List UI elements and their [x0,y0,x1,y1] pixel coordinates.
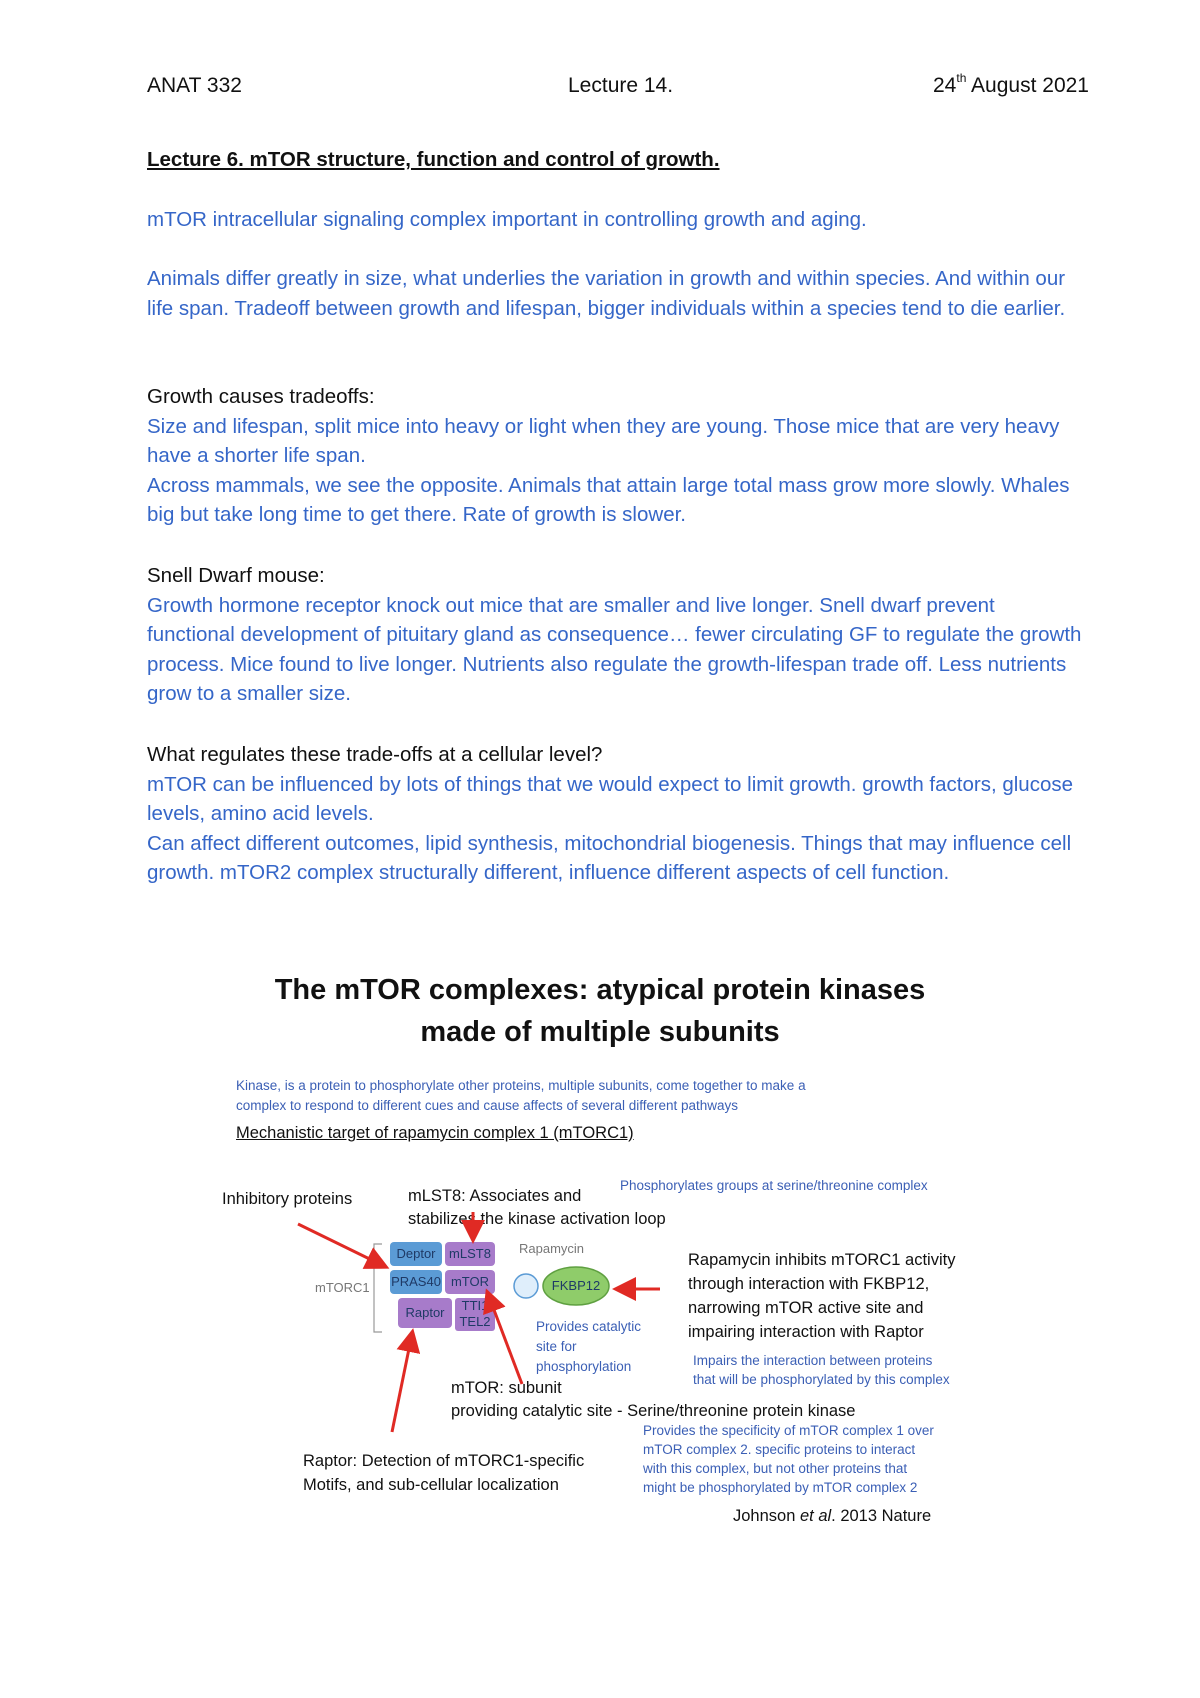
tradeoffs-heading: Growth causes tradeoffs: [147,385,375,408]
figure-title-line-1: The mTOR complexes: atypical protein kinases [274,974,926,1006]
citation-rest: . 2013 Nature [831,1507,932,1525]
rapa-inhibits-line-1: Rapamycin inhibits mTORC1 activity [688,1251,956,1269]
specificity-note-line-3: with this complex, but not other proteins that [643,1461,908,1476]
raptor-label-line-1: Raptor: Detection of mTORC1-specific [303,1452,585,1470]
citation-etal: et al [799,1507,832,1525]
phosphorylates-note: Phosphorylates groups at serine/threonine complex [620,1178,928,1193]
inhibitory-arrow [298,1224,384,1266]
snell-heading: Snell Dwarf mouse: [147,564,325,587]
citation [733,1504,931,1528]
fkbp12-label: FKBP12 [551,1278,601,1293]
tti1-box: TTI1 [455,1298,495,1313]
impairs-note-line-1: Impairs the interaction between proteins [693,1353,933,1368]
mtorc1-label: mTORC1 [315,1280,370,1295]
raptor-box: Raptor [398,1298,452,1328]
mlst8-box: mLST8 [445,1242,495,1266]
impairs-note-line-2: that will be phosphorylated by this complex [693,1372,950,1387]
date-suffix: th [956,71,967,85]
mtor-subunit-line-2: providing catalytic site - Serine/threonine protein kinase [451,1402,856,1420]
tradeoffs-paragraph-2: Across mammals, we see the opposite. Animals that attain large total mass grow more slowly. Whales big but take long time to get there. Rate of growth is slower. [147,473,1070,527]
mechanistic-heading: Mechanistic target of rapamycin complex 1 (mTORC1) [236,1124,634,1142]
date-rest: August 2021 [966,74,1089,97]
catalytic-note-line-3: phosphorylation [536,1359,632,1374]
complex-bracket [374,1244,382,1332]
regulates-heading: What regulates these trade-offs at a cellular level? [147,743,603,766]
regulates-paragraph-1: mTOR can be influenced by lots of things that we would expect to limit growth. growth factors, glucose levels, amino acid levels. [147,772,1073,826]
course-code: ANAT 332 [147,74,242,97]
mtor-arrow [488,1294,522,1384]
lecture-number: Lecture 14. [568,74,674,97]
rapa-inhibits-line-4: impairing interaction with Raptor [688,1323,924,1341]
specificity-note-line-2: mTOR complex 2. specific proteins to interact [643,1442,916,1457]
raptor-label-line-2: Motifs, and sub-cellular localization [303,1476,559,1494]
specificity-note-line-4: might be phosphorylated by mTOR complex 2 [643,1480,918,1495]
raptor-arrow [392,1334,412,1432]
tel2-box: TEL2 [455,1313,495,1331]
citation-author: Johnson [733,1507,800,1525]
figure-title-line-2: made of multiple subunits [420,1016,780,1048]
intro-paragraph: mTOR intracellular signaling complex important in controlling growth and aging. [147,208,867,231]
kinase-note-line-2: complex to respond to different cues and cause affects of several different pathways [236,1098,739,1113]
rapamycin-label: Rapamycin [519,1241,585,1256]
pras40-box: PRAS40 [390,1270,442,1294]
catalytic-note-line-1: Provides catalytic [536,1319,642,1334]
tradeoffs-paragraph-1: Size and lifespan, split mice into heavy or light when they are young. Those mice that are very heavy have a shorter life span. [147,414,1060,468]
regulates-paragraph-2: Can affect different outcomes, lipid synthesis, mitochondrial biogenesis. Things that may influence cell growth. mTOR2 complex structurally different, influence different aspects of cell function. [147,831,1072,885]
snell-paragraph: Growth hormone receptor knock out mice that are smaller and live longer. Snell dwarf prevent functional development of pituitary gland as consequence… fewer circulating GF to regulate the growth process. Mice found to live longer. Nutrients also regulate the growth-lifespan trade off. Less nutrients grow to a smaller size. [147,593,1082,706]
inhibitory-proteins-label: Inhibitory proteins [222,1190,353,1208]
rapa-inhibits-line-2: through interaction with FKBP12, [688,1275,930,1293]
animals-paragraph: Animals differ greatly in size, what underlies the variation in growth and within species. And within our life span. Tradeoff between growth and lifespan, bigger individuals within a species tend to die earlier. [147,267,1066,320]
date-day: 24 [933,74,957,97]
mlst8-label-line-2: stabilizes the kinase activation loop [408,1210,666,1228]
rapa-inhibits-line-3: narrowing mTOR active site and [688,1299,924,1317]
lecture-title: Lecture 6. mTOR structure, function and control of growth. [147,148,720,171]
mlst8-label-line-1: mLST8: Associates and [408,1187,582,1205]
catalytic-note-line-2: site for [536,1339,577,1354]
kinase-note-line-1: Kinase, is a protein to phosphorylate other proteins, multiple subunits, come together to make a [236,1078,806,1093]
mtor-subunit-line-1: mTOR: subunit [451,1379,562,1397]
specificity-note-line-1: Provides the specificity of mTOR complex 1 over [643,1423,934,1438]
mtor-box: mTOR [445,1270,495,1294]
deptor-box: Deptor [390,1242,442,1266]
rapamycin-circle-icon [514,1274,538,1298]
